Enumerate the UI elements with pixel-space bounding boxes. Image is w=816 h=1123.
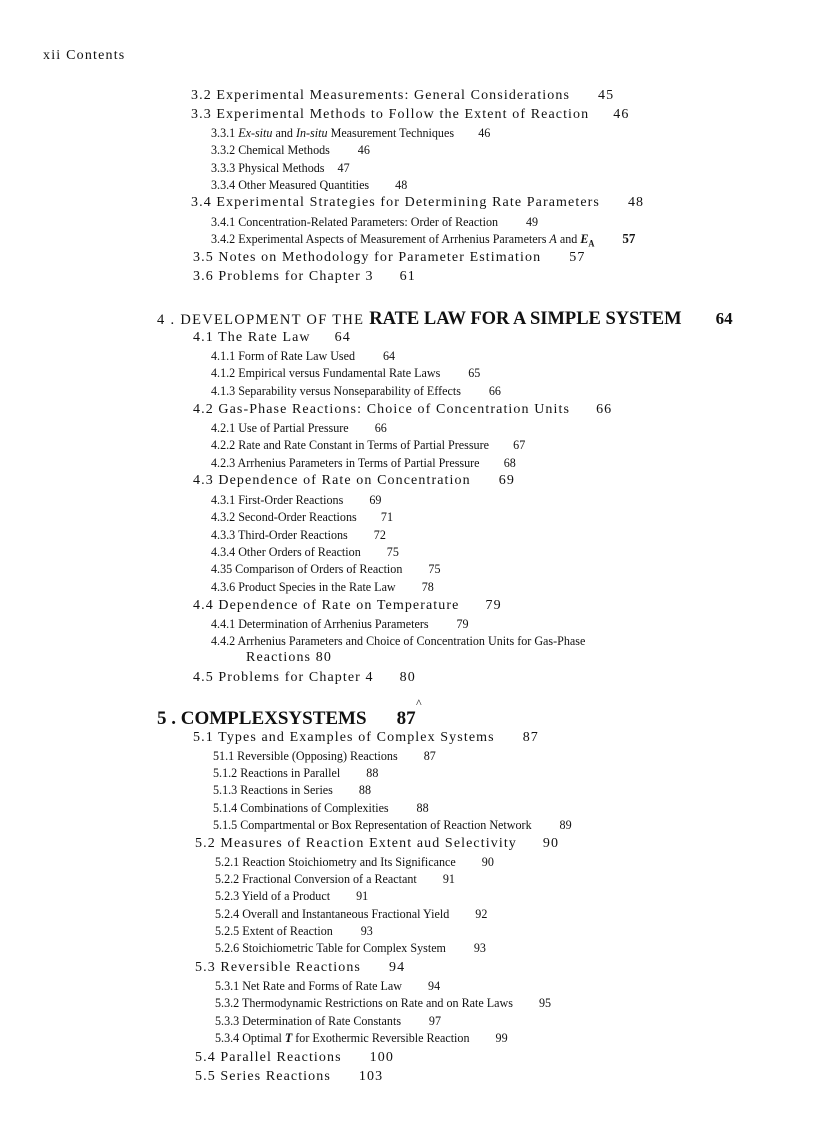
toc-entry-5-2-4[interactable]: 5.2.4 Overall and Instantaneous Fractional Yield 92	[215, 906, 488, 921]
toc-entry-4-4-1[interactable]: 4.4.1 Determination of Arrhenius Parameters 79	[211, 616, 469, 631]
toc-entry-4-4[interactable]: 4.4 Dependence of Rate on Temperature 79	[193, 598, 502, 613]
toc-entry-5-5[interactable]: 5.5 Series Reactions 103	[195, 1069, 384, 1084]
toc-entry-5-1-5[interactable]: 5.1.5 Compartmental or Box Representation of Reaction Network 89	[213, 817, 572, 832]
toc-entry-5-3-2[interactable]: 5.3.2 Thermodynamic Restrictions on Rate and on Rate Laws 95	[215, 995, 552, 1010]
toc-entry-4-3-3[interactable]: 4.3.3 Third-Order Reactions 72	[211, 527, 386, 542]
toc-entry-3-5[interactable]: 3.5 Notes on Methodology for Parameter Estimation 57	[193, 250, 586, 265]
toc-entry-3-3-2[interactable]: 3.3.2 Chemical Methods 46	[211, 142, 370, 157]
toc-entry-4-3-4[interactable]: 4.3.4 Other Orders of Reaction 75	[211, 544, 399, 559]
toc-entry-4-3-5[interactable]: 4.35 Comparison of Orders of Reaction 75	[211, 561, 441, 576]
toc-entry-3-3-3[interactable]: 3.3.3 Physical Methods 47	[211, 160, 350, 175]
toc-entry-5-3-3[interactable]: 5.3.3 Determination of Rate Constants 97	[215, 1013, 442, 1028]
toc-entry-5-2[interactable]: 5.2 Measures of Reaction Extent aud Selectivity 90	[195, 836, 560, 851]
toc-entry-4-1-1[interactable]: 4.1.1 Form of Rate Law Used 64	[211, 348, 396, 363]
toc-entry-5-2-1[interactable]: 5.2.1 Reaction Stoichiometry and Its Significance 90	[215, 854, 494, 869]
toc-entry-5-3-1[interactable]: 5.3.1 Net Rate and Forms of Rate Law 94	[215, 978, 441, 993]
toc-entry-4-1-2[interactable]: 4.1.2 Empirical versus Fundamental Rate Laws 65	[211, 365, 481, 380]
page-header: xii Contents	[43, 48, 126, 63]
toc-entry-3-4-2[interactable]: 3.4.2 Experimental Aspects of Measurement of Arrhenius Parameters A and $E_A$ 57	[211, 231, 636, 249]
toc-entry-5-2-3[interactable]: 5.2.3 Yield of a Product 91	[215, 888, 369, 903]
toc-entry-5-2-6[interactable]: 5.2.6 Stoichiometric Table for Complex System 93	[215, 940, 486, 955]
toc-entry-3-3-1[interactable]: 3.3.1 Ex-situ and In-situ Measurement Techniques 46	[211, 125, 491, 140]
toc-entry-4-3[interactable]: 4.3 Dependence of Rate on Concentration 69	[193, 473, 515, 488]
toc-entry-3-4-1[interactable]: 3.4.1 Concentration-Related Parameters: Order of Reaction 49	[211, 214, 539, 229]
toc-entry-5-2-2[interactable]: 5.2.2 Fractional Conversion of a Reactant 91	[215, 871, 455, 886]
toc-entry-3-3-4[interactable]: 3.3.4 Other Measured Quantities 48	[211, 177, 408, 192]
toc-entry-4-2-1[interactable]: 4.2.1 Use of Partial Pressure 66	[211, 420, 387, 435]
caret-mark: ^	[416, 696, 422, 710]
toc-entry-4-4-2[interactable]: 4.4.2 Arrhenius Parameters and Choice of Concentration Units for Gas-Phase	[211, 633, 586, 648]
toc-entry-3-4[interactable]: 3.4 Experimental Strategies for Determining Rate Parameters 48	[191, 195, 645, 210]
toc-entry-3-3[interactable]: 3.3 Experimental Methods to Follow the Extent of Reaction 46	[191, 107, 630, 122]
toc-entry-5-1-3[interactable]: 5.1.3 Reactions in Series 88	[213, 782, 372, 797]
toc-entry-5-4[interactable]: 5.4 Parallel Reactions 100	[195, 1050, 394, 1065]
toc-entry-4-2-3[interactable]: 4.2.3 Arrhenius Parameters in Terms of Partial Pressure 68	[211, 455, 516, 470]
toc-entry-5-1-1[interactable]: 51.1 Reversible (Opposing) Reactions 87	[213, 748, 436, 763]
toc-entry-5-1[interactable]: 5.1 Types and Examples of Complex Systems 87	[193, 730, 539, 745]
toc-chapter-4[interactable]: 4 . DEVELOPMENT OF THE RATE LAW FOR A SIMPLE SYSTEM 64	[157, 309, 733, 329]
toc-entry-5-1-2[interactable]: 5.1.2 Reactions in Parallel 88	[213, 765, 379, 780]
toc-entry-5-2-5[interactable]: 5.2.5 Extent of Reaction 93	[215, 923, 373, 938]
toc-entry-4-3-6[interactable]: 4.3.6 Product Species in the Rate Law 78	[211, 579, 434, 594]
toc-entry-4-1[interactable]: 4.1 The Rate Law 64	[193, 330, 351, 345]
toc-entry-5-1-4[interactable]: 5.1.4 Combinations of Complexities 88	[213, 800, 429, 815]
toc-entry-5-3[interactable]: 5.3 Reversible Reactions 94	[195, 960, 406, 975]
toc-chapter-5[interactable]: 5 . COMPLEXSYSTEMS 87	[157, 708, 416, 729]
toc-entry-3-6[interactable]: 3.6 Problems for Chapter 3 61	[193, 269, 416, 284]
toc-entry-4-2[interactable]: 4.2 Gas-Phase Reactions: Choice of Concentration Units 66	[193, 402, 613, 417]
toc-entry-4-4-2-cont[interactable]: Reactions 80	[246, 650, 332, 665]
toc-entry-4-2-2[interactable]: 4.2.2 Rate and Rate Constant in Terms of Partial Pressure 67	[211, 437, 526, 452]
toc-entry-3-2[interactable]: 3.2 Experimental Measurements: General Considerations 45	[191, 88, 615, 103]
toc-entry-5-3-4[interactable]: 5.3.4 Optimal T for Exothermic Reversible Reaction 99	[215, 1030, 508, 1045]
toc-entry-4-5[interactable]: 4.5 Problems for Chapter 4 80	[193, 670, 416, 685]
toc-entry-4-3-1[interactable]: 4.3.1 First-Order Reactions 69	[211, 492, 382, 507]
toc-entry-4-1-3[interactable]: 4.1.3 Separability versus Nonseparability of Effects 66	[211, 383, 501, 398]
toc-entry-4-3-2[interactable]: 4.3.2 Second-Order Reactions 71	[211, 509, 393, 524]
